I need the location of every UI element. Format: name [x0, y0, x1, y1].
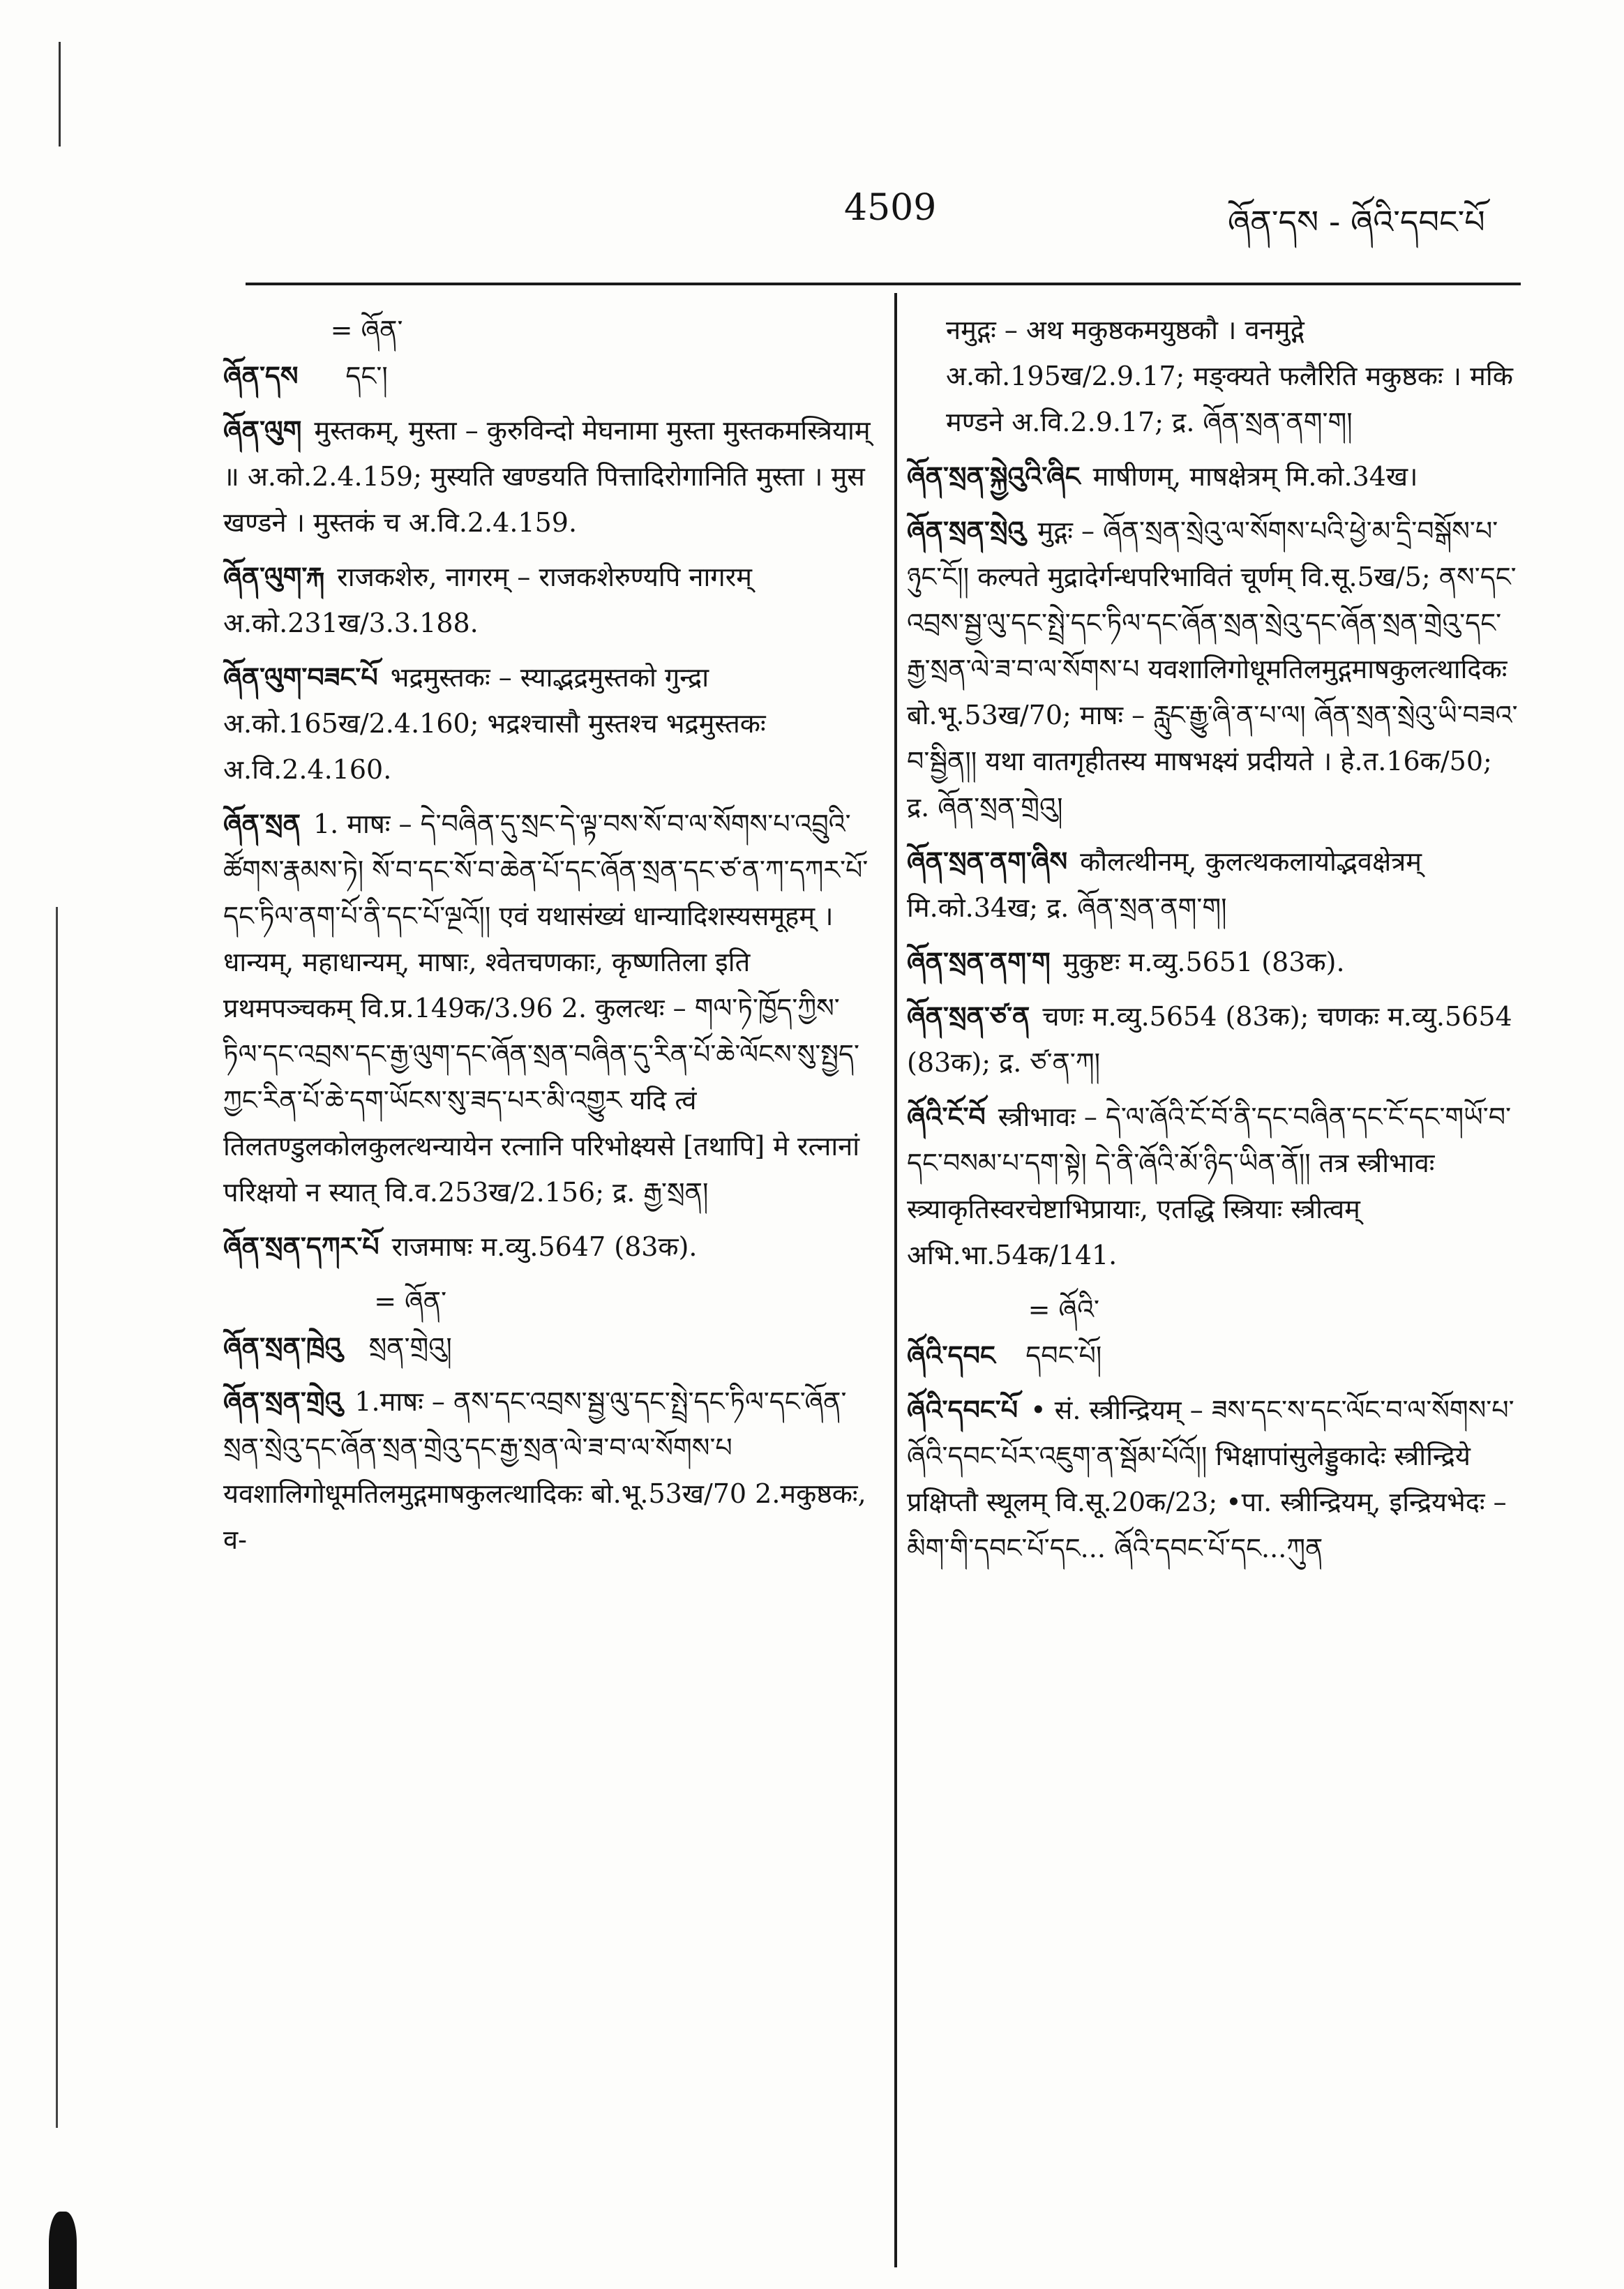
dictionary-entry [907, 1387, 1521, 1571]
dictionary-entry [907, 508, 1521, 830]
running-head: ཞོན་དས - ཞོའི་དབང་པོ [1228, 203, 1485, 241]
dictionary-entry [223, 307, 875, 399]
dictionary-entry [907, 839, 1521, 931]
entry-headword: ཞོན་སྲན་ནག་ག [907, 947, 1051, 977]
dictionary-entry [223, 654, 875, 793]
entry-headword: ཞོན་སྲན་དཀར་པོ [223, 1231, 379, 1262]
entry-text: • सं. स्त्रीन्द्रियम् – ཟས་དང་ས་དང་ལོང་བ་ལ་སོགས་པ་ཞོའི་དབང་པོར་འཇུག་ན་སྦོམ་པོའོ།། भिक्षापांसुलेड्डुकादेः स्त्रीन्द्रिये प्रक्षिप्तौ स्थूलम् वि.सू.20क/23; •पा. स्त्रीन्द्रियम्, इन्द्रियभेदः – མིག་གི་དབང་པོ་དང... ཞོའི་དབང་པོ་དང...ཀུན [907, 1395, 1514, 1563]
dictionary-entry [907, 993, 1521, 1086]
dictionary-entry [223, 1224, 875, 1270]
entry-text: नमुद्गः – अथ मकुष्ठकमयुष्ठकौ । वनमुद्गे अ.को.195ख/2.9.17; मङ्क्यते फलैरिति मकुष्ठकः । मकि मण्डने अ.वि.2.9.17; द्र. ཞོན་སྲན་ནག་ག། [946, 315, 1513, 437]
dictionary-entry [907, 453, 1521, 500]
entry-text: राजमाषः म.व्यु.5647 (83क). [391, 1231, 698, 1262]
entry-text: मुद्गः – ཞོན་སྲན་སྲེའུ་ལ་སོགས་པའི་ཕྱེ་མ་དྲི་བསྒོས་པ་ཉུང་ངོ།། कल्पते मुद्रादेर्गन्धपरिभावितं चूर्णम् वि.सू.5ख/5; ནས་དང་འབྲས་སྦྱ་ལུ་དང་སྤྲེ་དང་ཏིལ་དང་ཞོན་སྲན་སྲེའུ་དང་ཞོན་སྲན་གྲེའུ་དང་རྒྱ་སྲན་ལེ་ཟ་བ་ལ་སོགས་པ यवशालिगोधूमतिलमुद्गमाषकुलत्थादिकः बो.भू.53ख/70; माषः – རླུང་རྒྱུ་ཞི་ན་པ་ལ། ཞོན་སྲན་སྲེའུ་ཡི་བཟའ་བ་སྦྱིན།། यथा वातगृहीतस्य माषभक्ष्यं प्रदीयते । हे.त.16क/50; द्र. ཞོན་སྲན་གྲེའུ། [907, 516, 1518, 823]
dictionary-entry [223, 1278, 875, 1370]
dictionary-entry [907, 1286, 1521, 1379]
entry-text: = ཞོའི་དབང་པོ། [1025, 1294, 1102, 1371]
scan-edge [49, 0, 77, 2289]
entry-text: राजकशेरु, नागरम् – राजकशेरुण्यपि नागरम् अ.को.231ख/3.3.188. [223, 562, 752, 638]
dictionary-entry [223, 1379, 875, 1563]
entry-text: माषीणम्, माषक्षेत्रम् मि.को.34ख। [1092, 461, 1418, 492]
dictionary-entry [907, 1094, 1521, 1278]
dictionary-entry [907, 939, 1521, 985]
entry-headword: ཞོན་སྲན་ཙ་ན [907, 1001, 1030, 1032]
entry-text: मुस्तकम्, मुस्ता – कुरुविन्दो मेघनामा मुस्ता मुस्तकमस्त्रियाम् ॥ अ.को.2.4.159; मुस्यति खण्डयति पित्तादिरोगानिति मुस्ता । मुस खण्डने । मुस्तकं च अ.वि.2.4.159. [223, 415, 871, 538]
entry-text: = ཞོན་དང་། [330, 315, 403, 391]
scan-shadow [49, 2212, 77, 2289]
entry-text: भद्रमुस्तकः – स्याद्भद्रमुस्तको गुन्द्रा अ.को.165ख/2.4.160; भद्रश्चासौ मुस्तश्च भद्रमुस्तकः अ.वि.2.4.160. [223, 662, 766, 785]
right-column [907, 307, 1521, 1579]
left-column [223, 307, 875, 1571]
entry-text: कौलत्थीनम्, कुलत्थकलायोद्भवक्षेत्रम् मि.को.34ख; द्र. ཞོན་སྲན་ནག་ག། [907, 846, 1422, 923]
entry-headword: ཞོན་སྲན་སྐྱེའུའི་ཞིང [907, 461, 1081, 492]
entry-headword: ཞོན་དས [223, 361, 299, 391]
entry-text: स्त्रीभावः – དེ་ལ་ཞོའི་ངོ་བོ་ནི་དང་བཞིན་དང་ངོ་དང་གཡོ་བ་དང་བསམ་པ་དག་སྟེ། དེ་ནི་ཞོའི་མོ་ཉིད་ཡིན་ནོ།། तत्र स्त्रीभावः स्त्र्याकृतिस्वरचेष्टाभिप्रायाः, एतद्धि स्त्रियाः स्त्रीत्वम् अभि.भा.54क/141. [907, 1102, 1512, 1270]
entry-headword: ཞོན་ལུག་བཟང་པོ [223, 662, 378, 693]
entry-text: मुकुष्टः म.व्यु.5651 (83क). [1062, 947, 1345, 977]
entry-headword: ཞོན་སྲན [223, 809, 301, 839]
header-rule [246, 283, 1521, 285]
scan-mark-left [56, 907, 58, 2128]
entry-headword: ཞོན་སྲན་ཁྲེའུ [223, 1332, 343, 1363]
dictionary-entry [223, 407, 875, 546]
entry-headword: ཞོའི་ངོ་བོ [907, 1102, 986, 1132]
entry-headword: ཞོན་སྲན་ནག་ཞིས [907, 846, 1068, 877]
entry-headword: ཞོའི་དབང་པོ [907, 1395, 1018, 1425]
entry-headword: ཞོའི་དབང [907, 1340, 995, 1371]
column-divider [894, 293, 897, 2267]
entry-text: 1.माषः – ནས་དང་འབྲས་སྦྱ་ལུ་དང་སྤྲེ་དང་ཏིལ་དང་ཞོན་སྲན་སྲེའུ་དང་ཞོན་སྲན་གྲེའུ་དང་རྒྱ་སྲན་ལེ་ཟ་བ་ལ་སོགས་པ यवशालिगोधूमतिलमुद्गमाषकुलत्थादिकः बो.भू.53ख/70 2.मकुष्ठकः, व- [223, 1386, 866, 1555]
dictionary-entry-continued [907, 307, 1521, 445]
entry-headword: ཞོན་ལུག་རྐ [223, 562, 325, 592]
entry-text: = ཞོན་སྲན་གྲེའུ། [368, 1286, 452, 1363]
dictionary-entry [223, 554, 875, 646]
entry-headword: ཞོན་སྲན་གྲེའུ [223, 1386, 343, 1417]
scan-mark-top [59, 42, 61, 147]
page-number: 4509 [844, 187, 937, 229]
dictionary-entry [223, 801, 875, 1215]
entry-headword: ཞོན་སྲན་སྲེའུ [907, 516, 1025, 546]
entry-text: चणः म.व्यु.5654 (83क); चणकः म.व्यु.5654 (83क); द्र. ཙ་ན་ཀ། [907, 1001, 1512, 1078]
entry-headword: ཞོན་ལུག [223, 415, 302, 446]
entry-text: 1. माषः – དེ་བཞིན་དུ་སྲང་དེ་ལྟ་བས་སོ་བ་ལ་སོགས་པ་འབྲུའི་ཚོགས་རྣམས་ཏེ། སོ་བ་དང་སོ་བ་ཆེན་པོ་དང་ཞོན་སྲན་དང་ཙ་ན་ཀ་དཀར་པོ་དང་ཏིལ་ནག་པོ་ནི་དང་པོ་ལྔའོ།། एवं यथासंख्यं धान्यादिशस्यसमूहम् । धान्यम्, महाधान्यम्, माषाः, श्वेतचणकाः, कृष्णतिला इति प्रथमपञ्चकम् वि.प्र.149क/3.96 2. कुलत्थः – གལ་ཏེ་ཁྱོད་ཀྱིས་ཏིལ་དང་འབྲས་དང་རྒྱ་ལུག་དང་ཞོན་སྲན་བཞིན་དུ་རིན་པོ་ཆེ་ལོངས་སུ་སྤྱད་ཀྱང་རིན་པོ་ཆེ་དག་ཡོངས་སུ་ཟད་པར་མི་འགྱུར यदि त्वं तिलतण्डुलकोलकुलत्थन्यायेन रत्नानि परिभोक्ष्यसे [तथापि] मे रत्नानां परिक्षयो न स्यात् वि.व.253ख/2.156; द्र. རྒྱ་སྲན། [223, 809, 869, 1208]
